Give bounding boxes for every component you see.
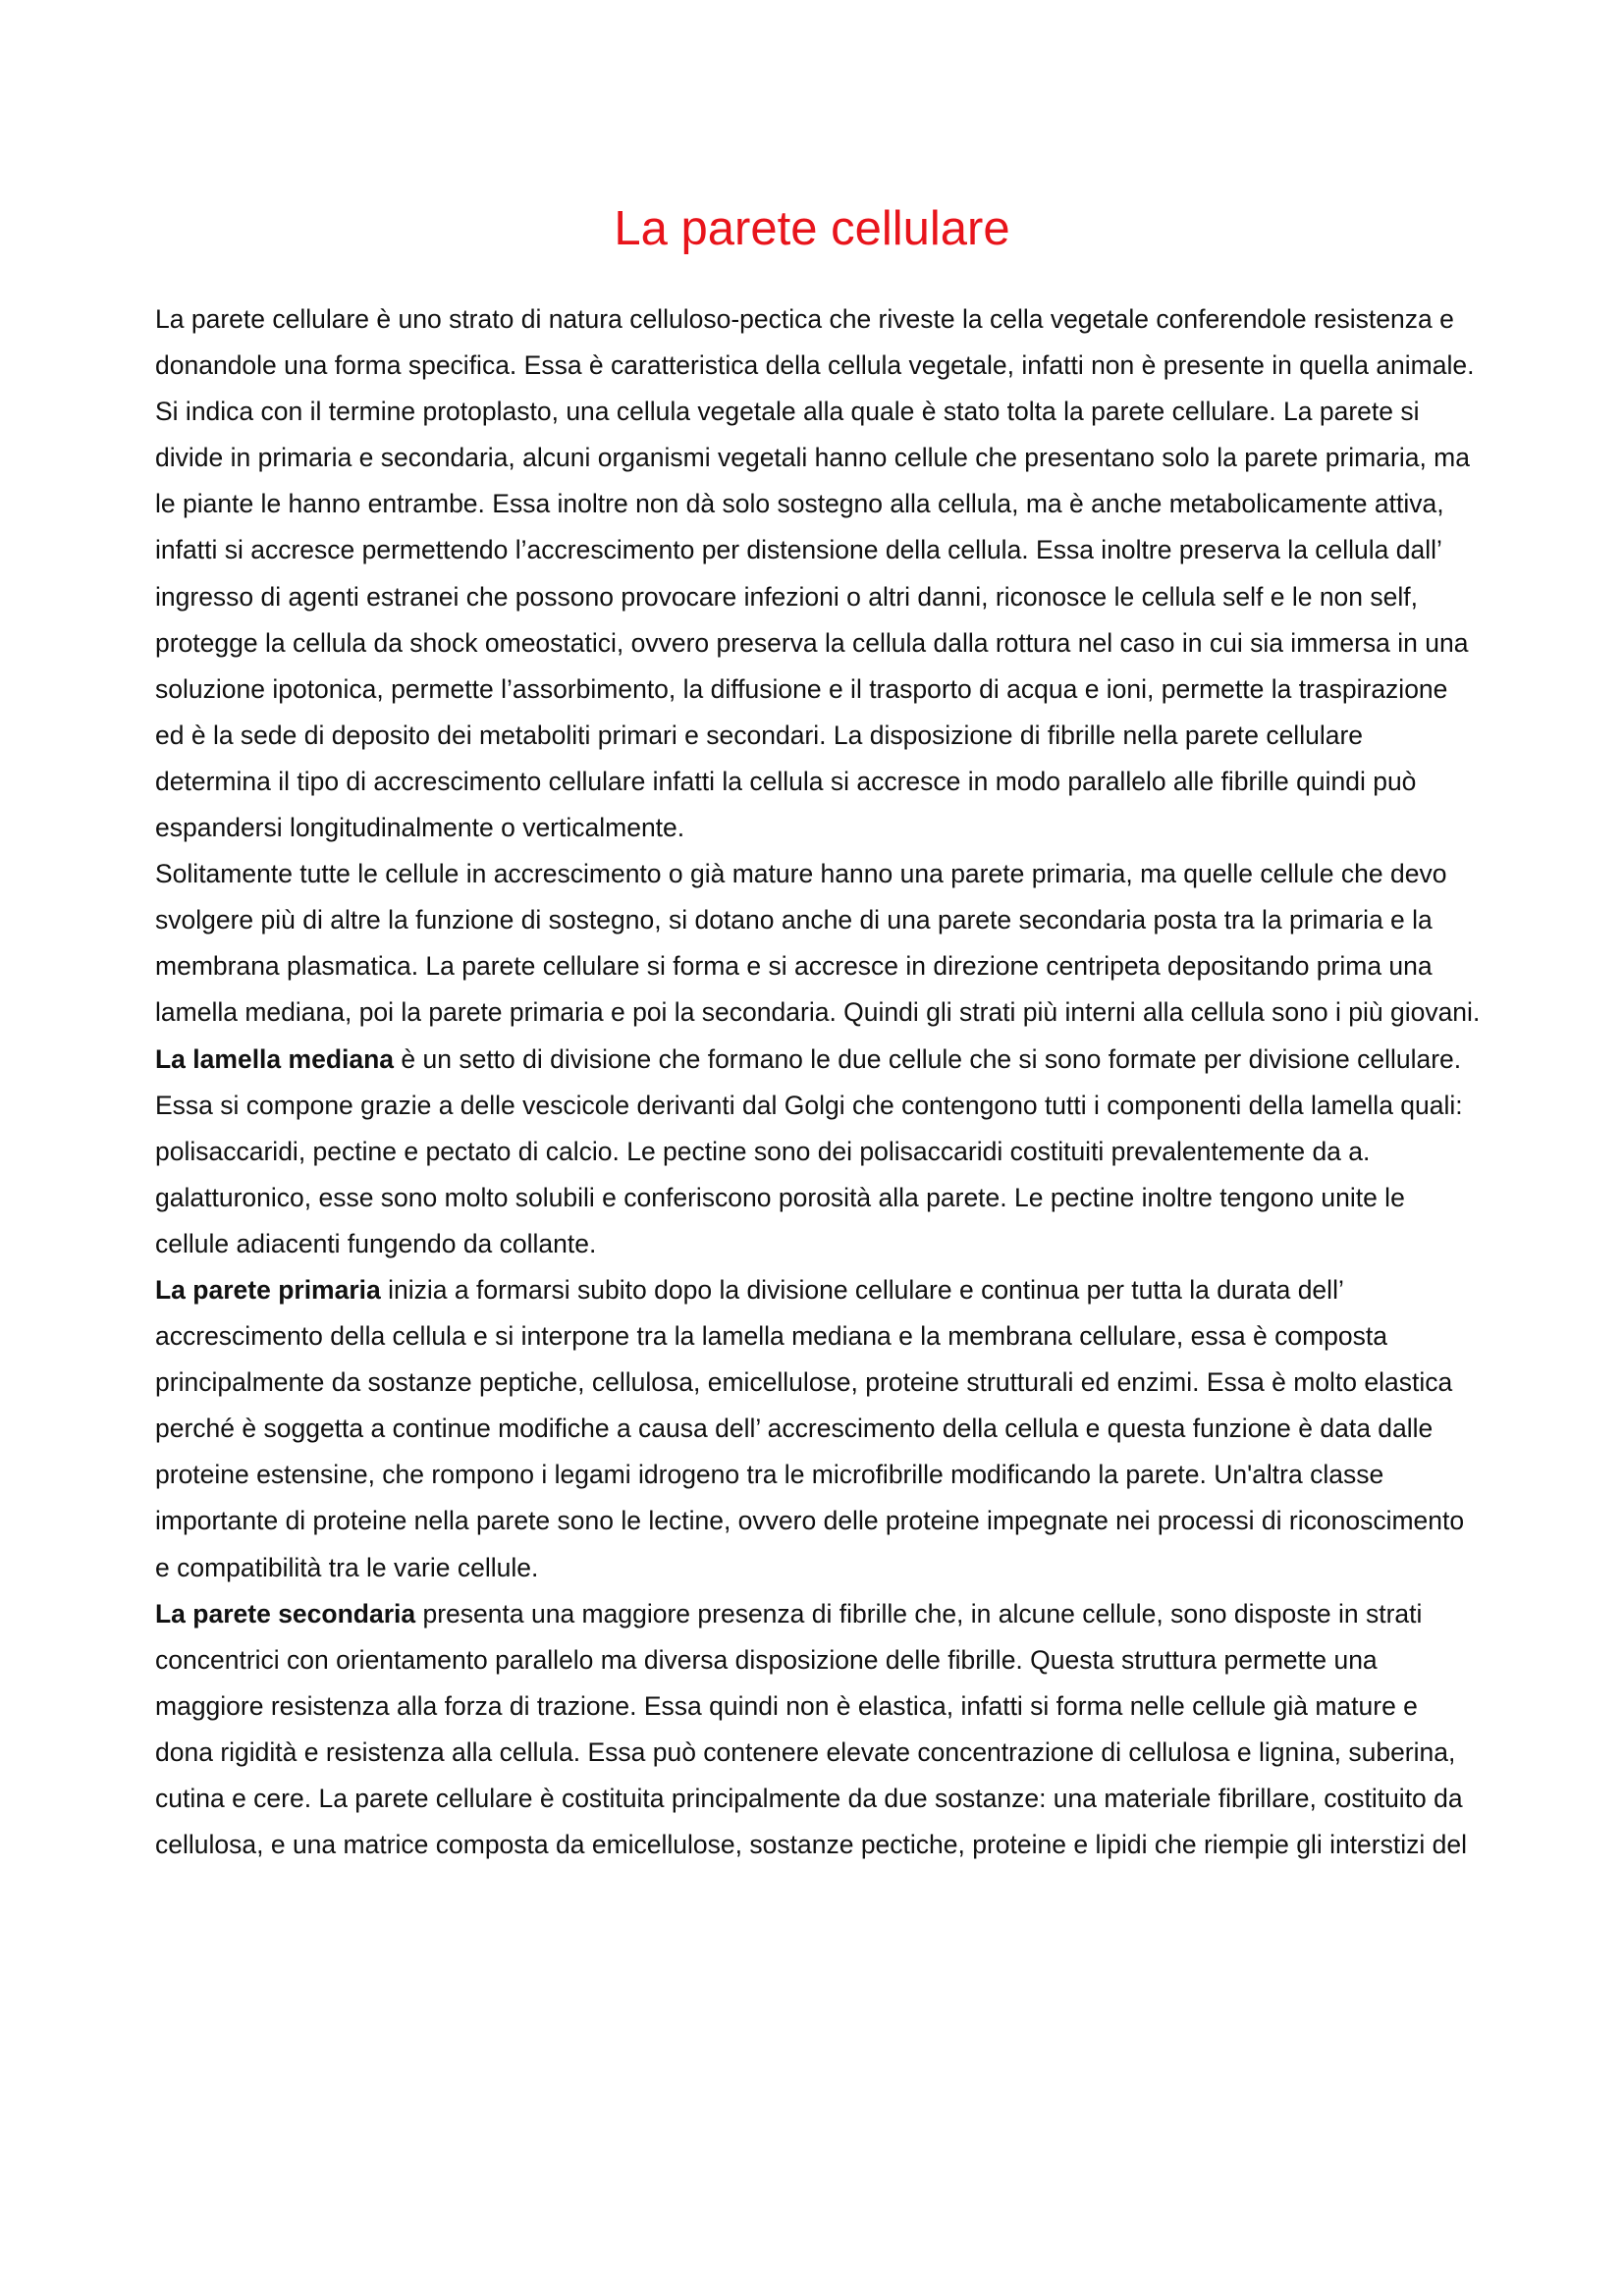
paragraph-parete-primaria xyxy=(155,1267,1481,1591)
paragraph-text: presenta una maggiore presenza di fibrille che, in alcune cellule, sono disposte in strati concentrici con orientamento parallelo ma diversa disposizione delle fibrille. Questa struttura permette una maggiore resistenza alla forza di trazione. Essa quindi non è elastica, infatti si forma nelle cellule già mature e dona rigidità e resistenza alla cellula. Essa può contenere elevate concentrazione di cellulosa e lignina, suberina, cutina e cere. La parete cellulare è costituita principalmente da due sostanze: una materiale fibrillare, costituito da cellulosa, e una matrice composta da emicellulose, sostanze pectiche, proteine e lipidi che riempie gli interstizi del xyxy=(155,1598,1467,1860)
paragraph-lamella-mediana xyxy=(155,1037,1481,1267)
document-body xyxy=(155,296,1481,1868)
paragraph-text: inizia a formarsi subito dopo la divisione cellulare e continua per tutta la durata dell’ accrescimento della cellula e si interpone tra la lamella mediana e la membrana cellulare, essa è composta principalmente da sostanze peptiche, cellulosa, emicellulose, proteine strutturali ed enzimi. Essa è molto elastica perché è soggetta a continue modifiche a causa dell’ accrescimento della cellula e questa funzione è data dalle proteine estensine, che rompono i legami idrogeno tra le microfibrille modificando la parete. Un'altra classe importante di proteine nella parete sono le lectine, ovvero delle proteine impegnate nei processi di riconoscimento e compatibilità tra le varie cellule. xyxy=(155,1274,1465,1582)
page-title: La parete cellulare xyxy=(614,202,1010,255)
paragraph-intro xyxy=(155,296,1481,851)
paragraph-text: La parete cellulare è uno strato di natura celluloso-pectica che riveste la cella vegetale conferendole resistenza e donandole una forma specifica. Essa è caratteristica della cellula vegetale, infatti non è presente in quella animale. Si indica con il termine protoplasto, una cellula vegetale alla quale è stato tolta la parete cellulare. La parete si divide in primaria e secondaria, alcuni organismi vegetali hanno cellule che presentano solo la parete primaria, ma le piante le hanno entrambe. Essa inoltre non dà solo sostegno alla cellula, ma è anche metabolicamente attiva, infatti si accresce permettendo l’accrescimento per distensione della cellula. Essa inoltre preserva la cellula dall’ ingresso di agenti estranei che possono provocare infezioni o altri danni, riconosce le cellula self e le non self, protegge la cellula da shock omeostatici, ovvero preserva la cellula dalla rottura nel caso in cui sia immersa in una soluzione ipotonica, permette l’assorbimento, la diffusione e il trasporto di acqua e ioni, permette la traspirazione ed è la sede di deposito dei metaboliti primari e secondari. La disposizione di fibrille nella parete cellulare determina il tipo di accrescimento cellulare infatti la cellula si accresce in modo parallelo alle fibrille quindi può espandersi longitudinalmente o verticalmente. xyxy=(155,304,1475,843)
paragraph-text: Solitamente tutte le cellule in accrescimento o già mature hanno una parete primaria, ma quelle cellule che devo svolgere più di altre la funzione di sostegno, si dotano anche di una parete secondaria posta tra la primaria e la membrana plasmatica. La parete cellulare si forma e si accresce in direzione centripeta depositando prima una lamella mediana, poi la parete primaria e poi la secondaria. Quindi gli strati più interni alla cellula sono i più giovani. xyxy=(155,859,1481,1028)
paragraph-text: è un setto di divisione che formano le due cellule che si sono formate per divisione cellulare. Essa si compone grazie a delle vescicole derivanti dal Golgi che contengono tutti i componenti della lamella quali: polisaccaridi, pectine e pectato di calcio. Le pectine sono dei polisaccaridi costituiti prevalentemente da a. galatturonico, esse sono molto solubili e conferiscono porosità alla parete. Le pectine inoltre tengono unite le cellule adiacenti fungendo da collante. xyxy=(155,1043,1463,1258)
paragraph-growth xyxy=(155,851,1481,1036)
paragraph-heading: La lamella mediana xyxy=(155,1043,395,1074)
paragraph-heading: La parete secondaria xyxy=(155,1598,416,1629)
paragraph-heading: La parete primaria xyxy=(155,1274,381,1305)
paragraph-parete-secondaria xyxy=(155,1591,1481,1869)
